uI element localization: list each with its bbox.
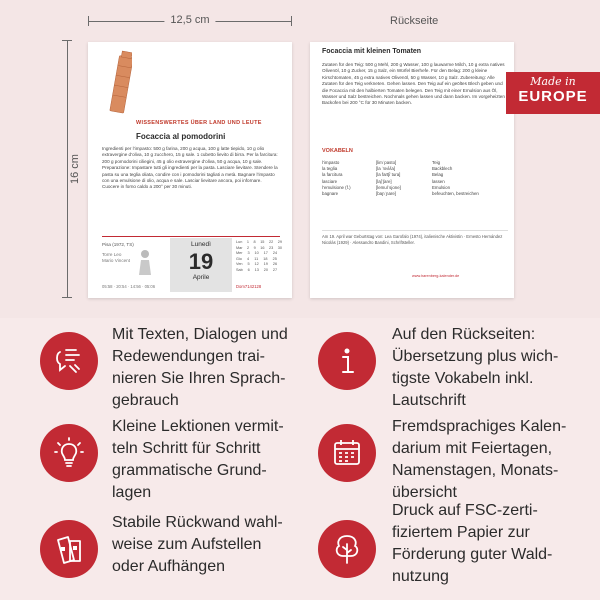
tree-icon [318,520,376,578]
mini-calendar [236,240,282,289]
mini-calendar-cell: 10 [254,251,259,256]
feature-2-text: Auf den Rückseiten: Übersetzung plus wich- tigste Vokabeln inkl. Lautschrift [392,326,559,409]
stand-icon [40,520,98,578]
mini-calendar-cell: 22 [268,240,274,244]
vocab-cell: la farcitura [322,172,343,178]
day-number: 19 [188,249,214,274]
made-in-europe-badge [506,72,600,114]
mini-calendar-cell: 20 [263,267,268,272]
mini-calendar-cell: 23 [269,245,274,250]
front-body: Ingredienti per l’impasto: 500 g farina, 200 g acqua, 100 g latte tiepido, 10 g olio extravergine d’oliva, 10 g zucchero, 15 g sale. 1 cubetto lievito di birra. Per la farcitura: 200 g pomodorini ciliegini, 45 g olio extravergine d’oliva, 50 g acqua, 10 g sale. Preparazione: Impastare tutti gli ingredienti per la pasta. Lasciare lievitare. Stendere la pasta su una teglia oliata, condire con i pomodorini tagliati a metà. Bagnare l’impasto con una emulsione di olio, acqua e sale. Lasciar lievitare ancora, poi infornare. Cuocere in forno caldo a 200° per 30 minuti. [102,146,278,190]
mini-calendar-cell: 3 [247,251,250,256]
mini-calendar-cell: Mar [236,245,243,250]
vocab-cell: [limˈpasto] [376,160,397,165]
vocab-table [322,160,508,197]
mini-calendar-cell: 16 [260,245,265,250]
badge-line1: Made in [530,75,576,88]
info-icon [318,332,376,390]
back-side-label: Rückseite [390,15,439,27]
calendar-back-page [310,42,514,298]
vocab-cell: lasciare [322,178,338,184]
vocab-cell: Emulsion [432,184,451,190]
mini-calendar-cell: 11 [254,256,259,261]
mini-calendar-cell: 15 [260,240,265,244]
width-dimension [88,14,292,28]
date-section [102,240,280,292]
front-tag: WISSENSWERTES ÜBER LAND UND LEUTE [136,120,262,126]
speech-icon [40,332,98,390]
mini-calendar-cell: 5 [247,262,250,267]
back-footer: Am 19. April war Geburtstag von: Lea Garofalo (1974), italienische Aktivistin · Ernesto Hernández Nicolás (1929) · Alessandro Bandini, Schriftsteller. [322,234,503,245]
mini-calendar-cell: 17 [263,251,268,256]
vocab-cell: la teglia [322,166,338,172]
back-body: Zutaten für den Teig: 500 g Mehl, 200 g Wasser, 100 g lauwarme Milch, 10 g extra natives Olivenöl, 10 g Zucker, 15 g Salz, ein Würfel Bierhefe. Für den Belag: 200 g kleine Kirschtomaten, 45 g extra natives Olivenöl, 50 g Wasser, 10 g Salz. Zubereitung: Alle Zutaten für den Teig verkneten. Gehen lassen. Den Teig auf ein geöltes Blech geben und die Focaccia mit den halbierten Tomaten belegen. Den Teig mit einer Emulsion aus Öl, Wasser und Salz bestreichen. Nochmals gehen lassen und dann backen. Im vorgeheizten Backofen bei 200 °C für 30 Minuten backen. [322,62,505,106]
width-label: 12,5 cm [164,14,215,26]
back-title: Focaccia mit kleinen Tomaten [322,48,422,55]
mini-calendar-cell: 18 [263,256,268,261]
mini-calendar-cell: 4 [247,256,250,261]
vocab-cell: [la ˈteʎʎa] [376,166,396,172]
mini-calendar-cell: 28 [256,284,262,289]
mini-calendar-cell: 8 [253,240,256,244]
publisher-site: www.harenberg-kalender.de [412,274,460,278]
feature-6-text: Druck auf FSC-zerti- fiziertem Papier zur Förderung guter Wald- nutzung [392,502,553,585]
vocab-cell: [la fartʃiˈtura] [376,172,401,178]
vocab-cell: Belag [432,172,444,178]
mini-calendar-cell: 29 [277,240,282,244]
feature-1-text: Mit Texten, Dialogen und Redewendungen trai- nieren Sie Ihren Sprach- gebrauch [112,326,288,409]
feature-4-text: Fremdsprachiges Kalen- darium mit Feiertagen, Namenstagen, Monats- übersicht [392,418,567,501]
mini-calendar-cell: Mer [236,251,243,256]
vocab-cell: [lemulˈsjone] [376,184,401,190]
vocab-cell: befeuchten, bestreichen [432,191,479,197]
vocab-cell: Backblech [432,166,453,172]
mini-calendar-cell: 27 [272,267,278,272]
feature-3-text: Kleine Lektionen vermit- teln Schritt für Schritt grammatische Grund- lagen [112,418,284,501]
mini-calendar-cell: 30 [277,245,282,250]
badge-line2: EUROPE [518,88,588,105]
vocab-cell: l’impasto [322,160,340,165]
weekday: Lunedì [191,241,211,248]
vocab-cell: bagnare [322,191,339,197]
location-sub: Torre Leo Mario Vincent [102,252,131,263]
mini-calendar-cell: 7 [244,284,248,289]
vocab-cell: [baɲˈɲare] [376,191,397,197]
mini-calendar-cell: Ven [236,262,243,267]
mini-calendar-row [236,268,282,274]
mini-calendar-cell: 9 [253,245,256,250]
feature-5-text: Stabile Rückwand wahl- weise zum Aufstellen oder Aufhängen [112,514,283,575]
vocab-cell: l’emulsione (f.) [322,184,351,190]
vocab-row [322,191,508,197]
vocab-cell: [laʃˈʃare] [376,178,392,184]
calendar-front-page [88,42,292,298]
mini-calendar-cell: 21 [251,284,257,289]
month: Aprile [192,274,210,281]
mini-calendar-cell: 14 [247,284,252,289]
vocab-cell: Teig [432,160,441,165]
mini-calendar-cell: Dom [236,284,245,289]
mini-calendar-cell: 19 [263,262,268,267]
mini-calendar-cell: 6 [247,267,250,272]
height-label: 16 cm [69,150,81,188]
height-dimension [60,40,81,298]
statue-illustration [134,248,156,276]
vocab-cell: lassen [432,178,445,184]
mini-calendar-row [236,284,261,290]
mini-calendar-cell: 1 [246,240,249,244]
sun-times: 05:58 · 20:54 · 14:56 · 05:06 [102,284,156,289]
mini-calendar-cell: Lun [236,240,243,244]
date-block [170,238,232,292]
mini-calendar-cell: 25 [272,256,277,261]
mini-calendar-cell: 26 [272,262,278,267]
mini-calendar-cell: Gio [236,256,242,261]
mini-calendar-cell: Sab [236,267,243,272]
mini-calendar-cell: 12 [254,262,259,267]
lightbulb-icon [40,424,98,482]
mini-calendar-cell: 2 [247,245,250,250]
front-title: Focaccia al pomodorini [136,132,226,141]
location-text: Pisa (1972, TS) [102,242,134,247]
mini-calendar-cell: 13 [254,267,259,272]
mini-calendar-cell: 24 [272,251,278,256]
calendar-icon [318,424,376,482]
vocab-heading: VOKABELN [322,148,353,154]
leaning-tower-illustration [102,50,132,116]
